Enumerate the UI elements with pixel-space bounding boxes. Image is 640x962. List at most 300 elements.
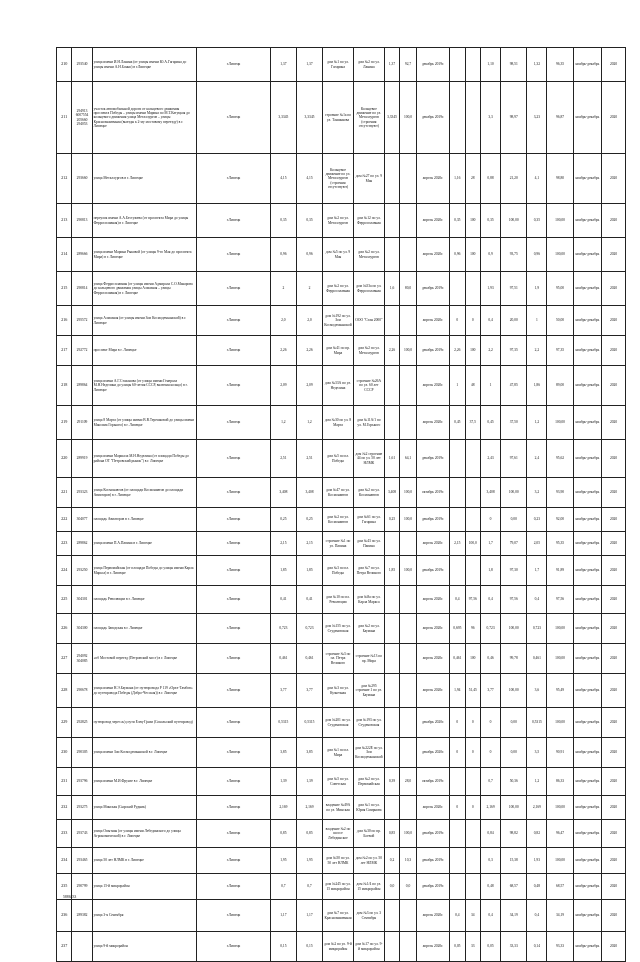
cell-period: ноябрь-декабрь (573, 614, 602, 644)
cell-from: владение №2 по шоссе Лебединское (323, 820, 354, 848)
cell-g4: 50,36 (501, 768, 527, 796)
cell-p2 (400, 708, 417, 738)
cell-g5: 1 (527, 306, 547, 336)
table-row (57, 532, 626, 556)
cell-to: Кольцевое движение по ул. Металлургов (строения отсутствуют) (353, 82, 384, 154)
cell-period: ноябрь-декабрь (573, 738, 602, 768)
cell-to: дом №2 по ул. 50 лет НЛМК (353, 848, 384, 874)
cell-date: декабрь 2020г. (416, 738, 449, 768)
cell-g3: 0,4 (480, 586, 500, 614)
cell-g1: 1,94 (450, 674, 465, 708)
cell-g6: 91,89 (547, 556, 573, 586)
cell-city: г.Липецк (197, 204, 271, 238)
cell-g1: 0 (450, 306, 465, 336)
cell-no: 227 (57, 644, 72, 674)
cell-city: г.Липецк (197, 272, 271, 306)
cell-len1: 0,25 (270, 508, 296, 532)
cell-from: дом №1 по пл. Мира (323, 738, 354, 768)
table-row (57, 932, 626, 962)
cell-g5: 3,6 (527, 674, 547, 708)
cell-city: г.Липецк (197, 556, 271, 586)
cell-year: 2020 (602, 644, 626, 674)
cell-len1: 3,85 (270, 738, 296, 768)
cell-g2 (465, 272, 480, 306)
cell-g6: 92,00 (547, 508, 573, 532)
cell-to: дом №2 по ул. Первомайская (353, 768, 384, 796)
cell-to: дом №43 по ул. Папина (353, 532, 384, 556)
table-row (57, 336, 626, 366)
cell-period: ноябрь-декабрь (573, 478, 602, 508)
cell-city: г.Липецк (197, 48, 271, 82)
cell-period: ноябрь-декабрь (573, 306, 602, 336)
cell-g6: 98,80 (547, 154, 573, 204)
cell-no: 221 (57, 478, 72, 508)
cell-p1 (384, 932, 399, 962)
cell-period: ноябрь-декабрь (573, 848, 602, 874)
cell-code: 292825 (72, 708, 92, 738)
cell-g5: 1,93 (527, 848, 547, 874)
cell-g1 (450, 48, 465, 82)
cell-p2: 100,0 (400, 508, 417, 532)
cell-p2: 92,7 (400, 48, 417, 82)
cell-len2: 0,41 (296, 586, 322, 614)
cell-g3: 0,84 (480, 820, 500, 848)
cell-code: 295572 (72, 306, 92, 336)
cell-date: декабрь 2020г. (416, 708, 449, 738)
cell-g2: 48 (465, 366, 480, 406)
cell-city: г.Липецк (197, 478, 271, 508)
cell-date: апрель 2020г. (416, 932, 449, 962)
cell-date: апрель 2020г. (416, 204, 449, 238)
cell-g2: 100 (465, 644, 480, 674)
cell-g4: 100,00 (501, 614, 527, 644)
cell-g6: 86,33 (547, 768, 573, 796)
cell-to: дом №3 по ул. 3 Сентября (353, 900, 384, 932)
cell-p1 (384, 796, 399, 820)
cell-to: дом №12 по ул. Ферросплавная (353, 204, 384, 238)
cell-len1: 0,96 (270, 238, 296, 272)
cell-g2 (465, 478, 480, 508)
cell-g5: 2,4 (527, 440, 547, 478)
cell-from: строение №1а по ул. Таншнкова (323, 82, 354, 154)
cell-g4: 34,19 (501, 900, 527, 932)
cell-year: 2020 (602, 82, 626, 154)
cell-g6: 97,56 (547, 586, 573, 614)
cell-len1: 2,169 (270, 796, 296, 820)
cell-year: 2020 (602, 406, 626, 440)
table-row (57, 614, 626, 644)
cell-g1: 1 (450, 366, 465, 406)
cell-g1 (450, 874, 465, 900)
cell-g2: 28 (465, 154, 480, 204)
cell-g4: 93,75 (501, 238, 527, 272)
cell-g1 (450, 440, 465, 478)
cell-g5: 1,32 (527, 48, 547, 82)
table-row (57, 796, 626, 820)
cell-period: ноябрь-декабрь (573, 204, 602, 238)
table-row (57, 708, 626, 738)
cell-g5: 0,4 (527, 900, 547, 932)
cell-g2 (465, 848, 480, 874)
cell-len1: 0,7 (270, 874, 296, 900)
cell-p1: 0,85 (384, 820, 399, 848)
cell-g1: 0 (450, 796, 465, 820)
cell-p2 (400, 586, 417, 614)
cell-to: дом №27 по ул. 9 Мая (353, 154, 384, 204)
cell-g1 (450, 848, 465, 874)
cell-g5: 1,86 (527, 366, 547, 406)
cell-no: 230 (57, 738, 72, 768)
cell-from: дом №5 по ул. 9 Мая (323, 238, 354, 272)
cell-city: г.Липецк (197, 900, 271, 932)
cell-name: площадь Заводская в г. Липецке (92, 614, 197, 644)
cell-no: 218 (57, 366, 72, 406)
cell-g4: 79,07 (501, 532, 527, 556)
cell-from: дом №3 по пл. Победы (323, 556, 354, 586)
cell-to: дом №2 по ул. Космонавтов (353, 478, 384, 508)
cell-code: 290814 (72, 272, 92, 306)
cell-from: дом №47 по ул. Космонавтов (323, 478, 354, 508)
cell-to: ООО "Стан 2000" (353, 306, 384, 336)
cell-g2 (465, 508, 480, 532)
cell-g6: 97,35 (547, 336, 573, 366)
cell-p2: 80,0 (400, 272, 417, 306)
cell-no: 228 (57, 674, 72, 708)
cell-no: 215 (57, 272, 72, 306)
cell-year: 2020 (602, 366, 626, 406)
cell-g2: 0 (465, 738, 480, 768)
cell-p1 (384, 674, 399, 708)
cell-g2: 34 (465, 900, 480, 932)
cell-g6: 89,00 (547, 366, 573, 406)
cell-p1 (384, 614, 399, 644)
cell-p2: 100,0 (400, 82, 417, 154)
cell-len2: 0,96 (296, 238, 322, 272)
cell-g5: 0,96 (527, 238, 547, 272)
cell-g2 (465, 556, 480, 586)
cell-g5: 1,9 (527, 272, 547, 306)
cell-date: декабрь 2019г. (416, 556, 449, 586)
cell-g4: 0,00 (501, 738, 527, 768)
cell-len1: 0,5315 (270, 708, 296, 738)
cell-p2 (400, 614, 417, 644)
cell-from: дом №245 по ул. 15 микрорайон (323, 874, 354, 900)
cell-code: 289864 (72, 366, 92, 406)
cell-len2: 3,85 (296, 738, 322, 768)
cell-from: дом №3 по ул. Кузнечная (323, 674, 354, 708)
cell-g3: 0,3 (480, 848, 500, 874)
cell-name: проспект Мира в г. Липецке (92, 336, 197, 366)
table-row (57, 674, 626, 708)
cell-g4: 100,00 (501, 674, 527, 708)
cell-code: 293465 (72, 848, 92, 874)
table-row (57, 48, 626, 82)
cell-from: дом №2 по ул. Космонавтов (323, 508, 354, 532)
cell-p1 (384, 532, 399, 556)
cell-g3: 0,46 (480, 644, 500, 674)
cell-len2: 2 (296, 272, 322, 306)
cell-period: ноябрь-декабрь (573, 708, 602, 738)
cell-date: декабрь 2019г. (416, 508, 449, 532)
cell-p1: 0,25 (384, 508, 399, 532)
cell-len1: 0,35 (270, 204, 296, 238)
cell-p2 (400, 674, 417, 708)
cell-year: 2020 (602, 614, 626, 644)
cell-code: 293250 (72, 556, 92, 586)
cell-g6: 100,00 (547, 204, 573, 238)
cell-year: 2020 (602, 238, 626, 272)
cell-name: путепровод через ж/д пути Елец-Грязи (Сокольский путепровод) (92, 708, 197, 738)
cell-period: ноябрь-декабрь (573, 532, 602, 556)
cell-g1 (450, 508, 465, 532)
cell-period: ноябрь-декабрь (573, 674, 602, 708)
cell-g1 (450, 272, 465, 306)
cell-period: ноябрь-декабрь (573, 406, 602, 440)
page-code: 5886233 (63, 895, 77, 899)
cell-g6: 100,00 (547, 708, 573, 738)
table-row (57, 820, 626, 848)
cell-date: октябрь 2019г. (416, 768, 449, 796)
cell-p1: 0,0 (384, 874, 399, 900)
table-row (57, 874, 626, 900)
cell-period: ноябрь-декабрь (573, 508, 602, 532)
cell-len1: 1,95 (270, 848, 296, 874)
cell-year: 2020 (602, 48, 626, 82)
cell-code: 304300 (72, 614, 92, 644)
cell-from: дом №5 по ул. Советская (323, 768, 354, 796)
cell-code: 294913 6007554 205660 294053 (72, 82, 92, 154)
cell-p1: 1,85 (384, 556, 399, 586)
cell-code: 290305 (72, 738, 92, 768)
cell-to: дом №8а по ул. Карла Маркса (353, 586, 384, 614)
cell-g3: 2,43 (480, 440, 500, 478)
cell-len2: 2,15 (296, 532, 322, 556)
cell-len1: 0,461 (270, 644, 296, 674)
cell-no: 229 (57, 708, 72, 738)
cell-code: 294092 304085 (72, 644, 92, 674)
cell-g1: 0 (450, 708, 465, 738)
table-row (57, 738, 626, 768)
cell-period: ноябрь-декабрь (573, 556, 602, 586)
cell-g6: 100,00 (547, 238, 573, 272)
cell-no: 237 (57, 932, 72, 962)
cell-year: 2020 (602, 674, 626, 708)
cell-g5: 0,723 (527, 614, 547, 644)
cell-code: 289862 (72, 532, 92, 556)
cell-name: «об Мостовой переезд (Петровский мост) в г. Липецке (92, 644, 197, 674)
table-row (57, 272, 626, 306)
cell-len2: 2,51 (296, 440, 322, 478)
cell-to: дом №7 по ул. Петра Великого (353, 556, 384, 586)
cell-year: 2020 (602, 796, 626, 820)
cell-g5: 0,5315 (527, 708, 547, 738)
cell-date: декабрь 2019г. (416, 82, 449, 154)
cell-len1: 1,2 (270, 406, 296, 440)
cell-city: г.Липецк (197, 848, 271, 874)
cell-name: улица Ферросплавная (от улицы имени Адмирала С.О.Макарова до кольцевого движения улицы Алмазная – улицы Ферросплавная) в г. Липецке (92, 272, 197, 306)
table-row (57, 238, 626, 272)
cell-g6: 96,35 (547, 48, 573, 82)
cell-code: 293275 (72, 796, 92, 820)
cell-no: 231 (57, 768, 72, 796)
cell-g1: 1,16 (450, 154, 465, 204)
cell-p1 (384, 644, 399, 674)
cell-g3: 0 (480, 708, 500, 738)
cell-g1: 0,695 (450, 614, 465, 644)
cell-g3: 3,408 (480, 478, 500, 508)
cell-p2 (400, 532, 417, 556)
table-row (57, 768, 626, 796)
cell-to: дом №2 по ул. Баумана (353, 614, 384, 644)
cell-g1: 0,4 (450, 900, 465, 932)
cell-code: 304077 (72, 508, 92, 532)
cell-g3: 2,169 (480, 796, 500, 820)
cell-len2: 4,15 (296, 154, 322, 204)
cell-code: 292772 (72, 336, 92, 366)
cell-no: 212 (57, 154, 72, 204)
cell-p2 (400, 406, 417, 440)
cell-len2: 0,7 (296, 874, 322, 900)
cell-len2: 0,85 (296, 820, 322, 848)
cell-g4: 97,61 (501, 440, 527, 478)
cell-date: апрель 2020г. (416, 406, 449, 440)
cell-g1: 0,45 (450, 406, 465, 440)
cell-year: 2020 (602, 204, 626, 238)
cell-from: дом №2 по ул. 9-й микрорайон (323, 932, 354, 962)
cell-g3: 1,10 (480, 48, 500, 82)
cell-g6: 100,00 (547, 848, 573, 874)
cell-g1 (450, 768, 465, 796)
cell-no: 233 (57, 820, 72, 848)
cell-year: 2020 (602, 478, 626, 508)
cell-no: 219 (57, 406, 72, 440)
cell-g6: 93,33 (547, 932, 573, 962)
cell-p1 (384, 238, 399, 272)
cell-g1: 0,35 (450, 204, 465, 238)
cell-no: 235 (57, 874, 72, 900)
cell-len1: 2,51 (270, 440, 296, 478)
cell-p1 (384, 738, 399, 768)
cell-len1: 0,41 (270, 586, 296, 614)
cell-g3: 1,8 (480, 556, 500, 586)
cell-len1: 3,3345 (270, 82, 296, 154)
cell-g3: 0,9 (480, 238, 500, 272)
cell-p2: 100,0 (400, 556, 417, 586)
cell-g1: 0 (450, 738, 465, 768)
cell-p2: 64,1 (400, 440, 417, 478)
table-row (57, 848, 626, 874)
cell-no: 213 (57, 204, 72, 238)
cell-p2 (400, 204, 417, 238)
cell-city: г.Липецк (197, 738, 271, 768)
cell-len2: 2,09 (296, 366, 322, 406)
cell-len1: 2,26 (270, 336, 296, 366)
cell-date: апрель 2020г. (416, 532, 449, 556)
cell-g6: 96,47 (547, 820, 573, 848)
cell-from: дом №5 по пл. Победы (323, 440, 354, 478)
cell-len2: 1,39 (296, 768, 322, 796)
cell-g5: 1,2 (527, 406, 547, 440)
cell-city: г.Липецк (197, 82, 271, 154)
cell-no: 216 (57, 306, 72, 336)
cell-to: строение №13 по пр. Мира (353, 644, 384, 674)
table-row (57, 154, 626, 204)
cell-year: 2020 (602, 306, 626, 336)
cell-name: улица имени П.А.Папина в г. Липецке (92, 532, 197, 556)
cell-g6: 95,49 (547, 674, 573, 708)
cell-code: 289382 (72, 900, 92, 932)
cell-len2: 3,77 (296, 674, 322, 708)
cell-g5: 0,82 (527, 820, 547, 848)
cell-p2 (400, 738, 417, 768)
cell-g6: 95,62 (547, 440, 573, 478)
cell-g4: 97,35 (501, 336, 527, 366)
cell-g6: 96,87 (547, 82, 573, 154)
cell-period: ноябрь-декабрь (573, 768, 602, 796)
cell-name: улица Алмазная (от улицы имени Зои Космодемьянской) в г. Липецке (92, 306, 197, 336)
cell-len2: 2,0 (296, 306, 322, 336)
cell-len1: 0,15 (270, 932, 296, 962)
cell-date: апрель 2020г. (416, 644, 449, 674)
cell-g6: 100,00 (547, 614, 573, 644)
cell-code: 293323 (72, 478, 92, 508)
cell-len1: 3,408 (270, 478, 296, 508)
cell-name: улица 15-й микрорайон (92, 874, 197, 900)
cell-len2: 0,5315 (296, 708, 322, 738)
cell-g3: 3,3 (480, 82, 500, 154)
cell-to: строение №26А по ул. 60 лет СССР (353, 366, 384, 406)
cell-to: дом №2 по ул. Металлургов (353, 336, 384, 366)
cell-no: 220 (57, 440, 72, 478)
cell-date: апрель 2020г. (416, 238, 449, 272)
cell-g5: 0,14 (527, 932, 547, 962)
cell-g2: 97,56 (465, 586, 480, 614)
cell-year: 2020 (602, 932, 626, 962)
cell-g4: 100,00 (501, 478, 527, 508)
cell-p2 (400, 932, 417, 962)
cell-period: ноябрь-декабрь (573, 796, 602, 820)
cell-p1: 3,3345 (384, 82, 399, 154)
roads-table (56, 47, 626, 962)
cell-from: дом №2 по ул. Металлургов (323, 204, 354, 238)
cell-period: ноябрь-декабрь (573, 440, 602, 478)
cell-no: 232 (57, 796, 72, 820)
cell-g6: 100,00 (547, 796, 573, 820)
cell-p1: 1,61 (384, 440, 399, 478)
cell-no: 222 (57, 508, 72, 532)
cell-len2: 3,408 (296, 478, 322, 508)
cell-name: улица Космонавтов (от площади Космонавтов до площади Авиаторов) в г. Липецке (92, 478, 197, 508)
cell-len2: 0,461 (296, 644, 322, 674)
cell-g2: 100,0 (465, 532, 480, 556)
cell-year: 2020 (602, 820, 626, 848)
cell-name: площадь Революции в г. Липецке (92, 586, 197, 614)
cell-code: 291109 (72, 406, 92, 440)
cell-len1: 1,85 (270, 556, 296, 586)
cell-name: улица имени Зои Космодемьянской в г. Липецке (92, 738, 197, 768)
cell-g3: 0,88 (480, 154, 500, 204)
cell-g1 (450, 556, 465, 586)
cell-year: 2020 (602, 272, 626, 306)
cell-p2: 0,0 (400, 874, 417, 900)
cell-from: дом №30 по ул. 8 Марта (323, 406, 354, 440)
cell-g2: 100 (465, 336, 480, 366)
cell-name: улица имени А.Г.Стаханова (от улицы имени Генерала М.Н.Неделина до улицы 60-летия СССР, включая кольцо) в г. Липецке (92, 366, 197, 406)
cell-city: г.Липецк (197, 154, 271, 204)
cell-p2: 10,3 (400, 848, 417, 874)
cell-period: ноябрь-декабрь (573, 154, 602, 204)
cell-date: декабрь 2019г. (416, 820, 449, 848)
